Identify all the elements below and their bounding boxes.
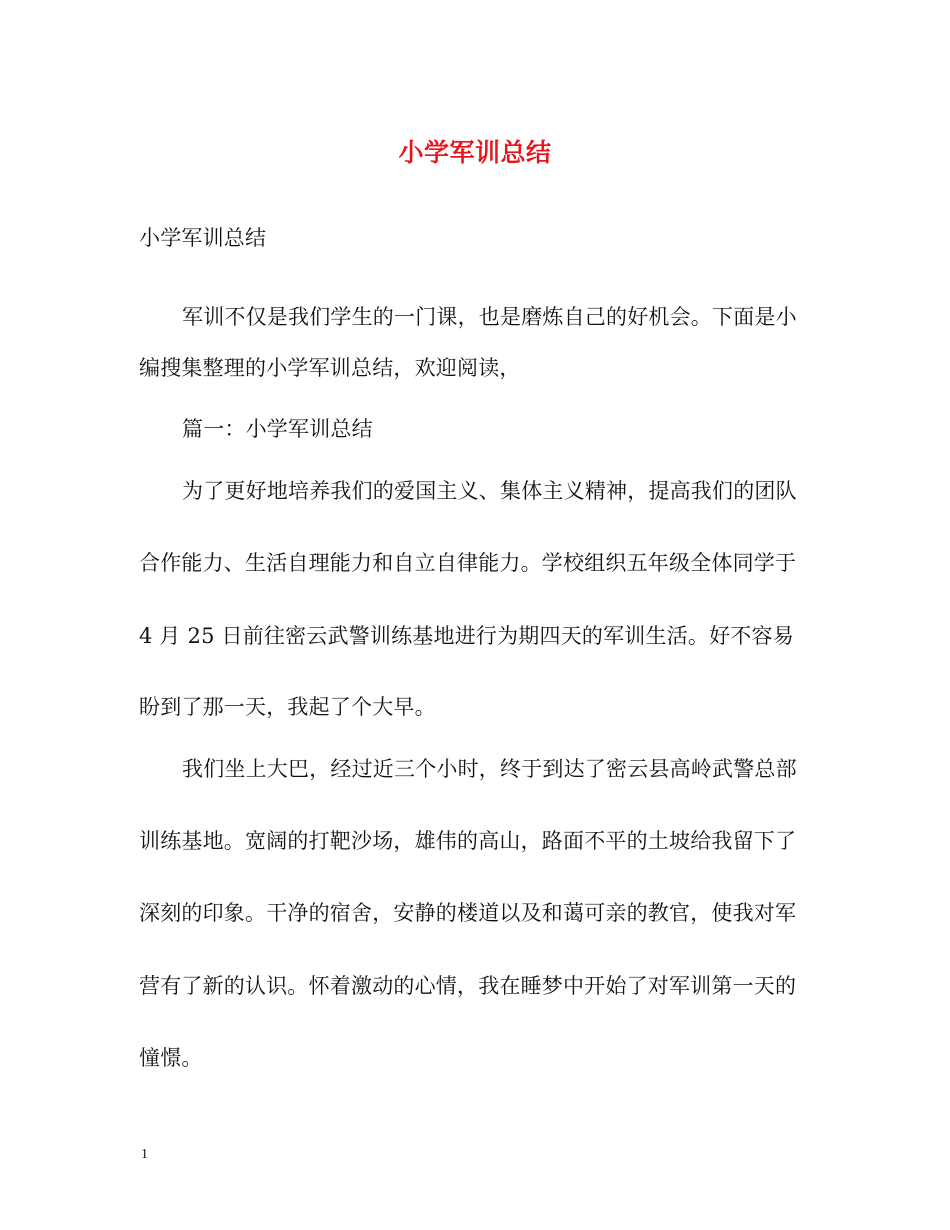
text-line: 训练基地。宽阔的打靶沙场，雄伟的高山，路面不平的土坡给我留下了 — [139, 829, 797, 853]
text-line: 4 月 25 日前往密云武警训练基地进行为期四天的军训生活。好不容易 — [139, 624, 794, 648]
text-line: 憧憬。 — [139, 1046, 203, 1070]
text-line: 我们坐上大巴，经过近三个小时，终于到达了密云县高岭武警总部 — [182, 757, 797, 781]
text-line: 军训不仅是我们学生的一门课，也是磨炼自己的好机会。下面是小 — [182, 305, 797, 329]
text-line: 小学军训总结 — [139, 226, 267, 250]
page-number: 1 — [141, 1147, 148, 1162]
text-line: 为了更好地培养我们的爱国主义、集体主义精神，提高我们的团队 — [182, 479, 797, 503]
text-line: 合作能力、生活自理能力和自立自律能力。学校组织五年级全体同学于 — [139, 551, 797, 575]
text-line: 篇一：小学军训总结 — [182, 417, 373, 441]
document-title: 小学军训总结 — [398, 138, 552, 167]
text-line: 盼到了那一天，我起了个大早。 — [139, 695, 436, 719]
text-line: 营有了新的认识。怀着激动的心情，我在睡梦中开始了对军训第一天的 — [139, 974, 797, 998]
text-line: 深刻的印象。干净的宿舍，安静的楼道以及和蔼可亲的教官，使我对军 — [139, 901, 797, 925]
text-line: 编搜集整理的小学军训总结，欢迎阅读， — [139, 356, 521, 380]
